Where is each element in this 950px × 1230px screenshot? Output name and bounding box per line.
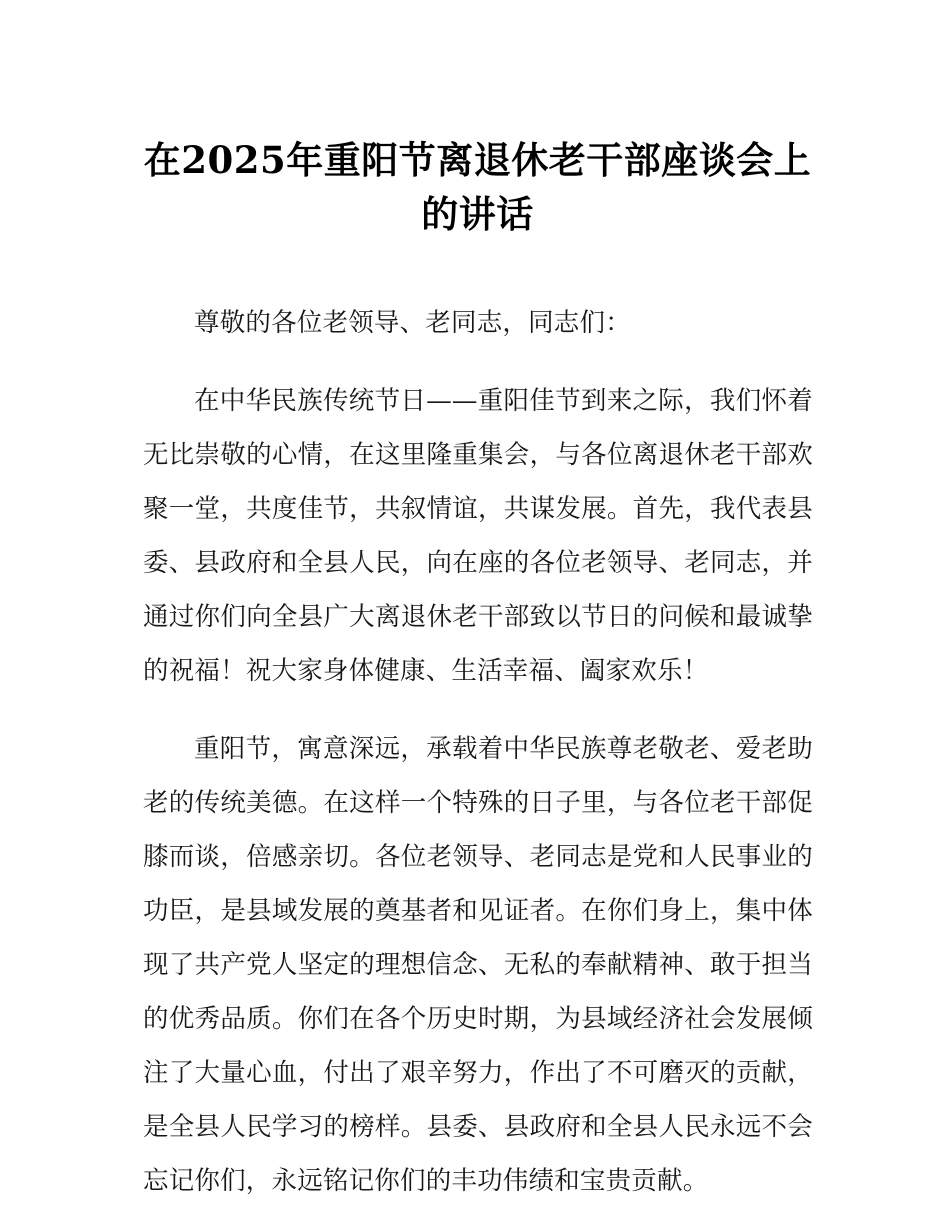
page-title: 在2025年重阳节离退休老干部座谈会上的讲话 [143,137,812,236]
document-body [143,296,813,1208]
body-paragraph-2: 重阳节，寓意深远，承载着中华民族尊老敬老、爱老助老的传统美德。在这样一个特殊的日子里，与各位老干部促膝而谈，倍感亲切。各位老领导、老同志是党和人民事业的功臣，是县域发展的奠基者和见证者。在你们身上，集中体现了共产党人坚定的理想信念、无私的奉献精神、敢于担当的优秀品质。你们在各个历史时期，为县域经济社会发展倾注了大量心血，付出了艰辛努力，作出了不可磨灭的贡献，是全县人民学习的榜样。县委、县政府和全县人民永远不会忘记你们，永远铭记你们的丰功伟绩和宝贵贡献。 [143,734,813,1196]
salutation-paragraph: 尊敬的各位老领导、老同志，同志们： [194,308,631,338]
body-paragraph-1: 在中华民族传统节日——重阳佳节到来之际，我们怀着无比崇敬的心情，在这里隆重集会，与各位离退休老干部欢聚一堂，共度佳节，共叙情谊，共谋发展。首先，我代表县委、县政府和全县人民，向在座的各位老领导、老同志，并通过你们向全县广大离退休老干部致以节日的问候和最诚挚的祝福！祝大家身体健康、生活幸福、阖家欢乐！ [143,386,813,686]
